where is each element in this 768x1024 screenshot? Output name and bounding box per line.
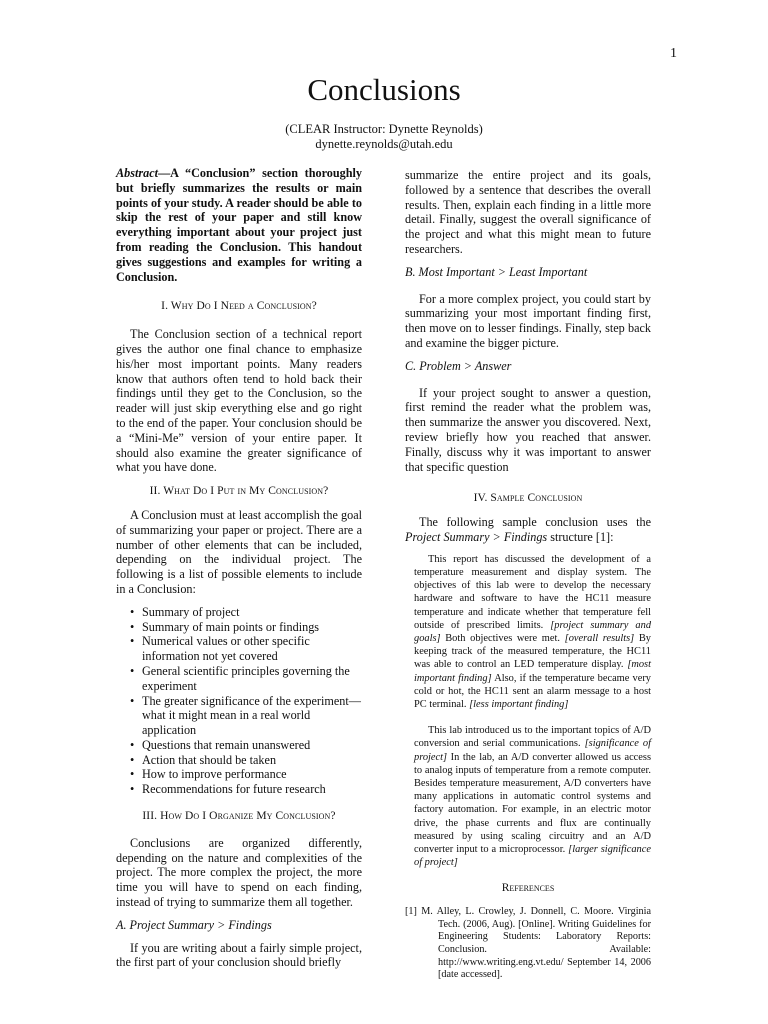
sample-annotation: [most important finding] — [414, 659, 651, 684]
subheading-a: A. Project Summary > Findings — [116, 917, 272, 932]
sample-annotation: [less important finding] — [469, 698, 569, 710]
sample-annotation: [significance of project] — [414, 738, 652, 763]
sample-text: Both objectives were met. — [440, 632, 565, 644]
sample-text: By keeping track of the measured temperature, the HC11 was able to control an LED temperature display. — [414, 632, 651, 671]
author-email: dynette.reynolds@utah.edu — [315, 137, 453, 151]
sample-annotation: [overall results] — [564, 632, 635, 644]
sample-intro-pre: The following sample conclusion uses the — [419, 515, 651, 530]
abstract-text: —A “Conclusion” section thoroughly but briefly summarizes the results or main points of your study. A reader should be able to skip the rest of your paper and still know everything important about your project just from reading the Conclusion. This handout gives suggestions and examples for writing a Conclusion. — [116, 166, 362, 284]
abstract-label: Abstract — [116, 166, 158, 180]
list-item: • Questions that remain unanswered — [142, 738, 362, 753]
sample-text: In the lab, an A/D converter allowed us access to analog inputs of temperature from a remote computer. Besides temperature measurement, A/D converters have many applications in automatic control systems and factory automation. For example, in an electric motor drive, the phase currents and flux are continually measured by using scaling circuitry and an A/D converter input to a microprocessor. — [414, 751, 651, 855]
list-item: • Summary of main points or findings — [142, 620, 362, 635]
list-item: • General scientific principles governing the experiment — [142, 664, 362, 694]
sample-annotation: [larger significance of project] — [414, 844, 651, 869]
subheading-b: B. Most Important > Least Important — [405, 264, 588, 279]
references-heading: References — [501, 882, 555, 895]
sample-paragraph-2 — [414, 724, 651, 869]
document-title: Conclusions — [307, 72, 461, 107]
subsection-b-text: For a more complex project, you could start by summarizing your most important finding first, then move on to lesser findings. Finally, step back and examine the bigger picture. — [405, 291, 651, 350]
reference-item: [1] M. Alley, L. Crowley, J. Donnell, C. Moore. Virginia Tech. (2006, Aug). [Online]. Writing Guidelines for Engineering Students: Laboratory Reports: Conclusion. Available: http://www.writing.eng.vt.edu/ September 14, 2006 [date accessed]. — [405, 906, 651, 981]
subsection-a-text-start: If you are writing about a fairly simple project, the first part of your conclusion should briefly — [116, 940, 362, 970]
section-3-text: Conclusions are organized differently, depending on the nature and complexities of the project. The more complex the project, the more time you will have to spend on each finding, instead of trying to summarize them all together. — [116, 835, 362, 910]
list-item: • Recommendations for future research — [142, 782, 362, 797]
section-heading-3: III. How Do I Organize My Conclusion? — [142, 810, 336, 823]
section-2-text: A Conclusion must at least accomplish the goal of summarizing your paper or project. There are a number of other elements that can be included, depending on the individual project. The following is a list of possible elements to include in a Conclusion: — [116, 507, 362, 596]
list-item: • Action that should be taken — [142, 753, 362, 768]
subsection-a-text-end: summarize the entire project and its goals, followed by a sentence that describes the overall results. Then, explain each finding in a little more detail. Finally, suggest the overall significance of the project and what this might mean to future researchers. — [405, 168, 651, 256]
sample-paragraph-1 — [414, 553, 651, 711]
section-1-text: The Conclusion section of a technical report gives the author one final chance to emphasize his/her most important points. Many readers know that authors often tend to hold back their findings until they get to the Conclusion, so the reader will just skip everything else and go right to the end of the paper. Your conclusion should be a “Mini-Me” version of your entire paper. It should also examine the greater significance of what you have done. — [116, 327, 362, 475]
section-heading-2: II. What Do I Put in My Conclusion? — [149, 485, 329, 498]
list-item: • Summary of project — [142, 605, 362, 620]
instructor-line: (CLEAR Instructor: Dynette Reynolds) — [285, 122, 483, 136]
elements-list — [116, 605, 362, 797]
subheading-c: C. Problem > Answer — [405, 358, 512, 373]
list-item: • The greater significance of the experiment—what it might mean in a real world application — [142, 694, 362, 738]
sample-intro-post: structure [1]: — [547, 529, 614, 544]
section-heading-1: I. Why Do I Need a Conclusion? — [161, 300, 317, 313]
left-column — [116, 166, 362, 970]
sample-text: This lab introduced us to the important topics of A/D conversion and serial communications. — [414, 725, 651, 750]
list-item: • Numerical values or other specific information not yet covered — [142, 634, 362, 664]
list-item: • How to improve performance — [142, 767, 362, 782]
right-column — [405, 168, 651, 982]
sample-intro — [405, 515, 651, 545]
sample-intro-structure: Project Summary > Findings — [405, 529, 548, 544]
page-number: 1 — [670, 46, 677, 61]
sample-annotation: [project summary and goals] — [414, 619, 652, 644]
sample-text: Also, if the temperature became very cold or hot, the HC11 sent an alarm message to a host PC terminal. — [414, 672, 651, 710]
byline — [0, 122, 768, 152]
abstract — [116, 166, 362, 284]
subsection-c-text: If your project sought to answer a question, first remind the reader what the problem was, then summarize the answer you discovered. Next, review briefly how you reached that answer. Finally, discuss why it was important to answer that specific question — [405, 385, 651, 474]
section-heading-4: IV. Sample Conclusion — [473, 492, 583, 505]
sample-text: This report has discussed the development of a temperature measurement and display system. The objectives of this lab were to develop the necessary hardware and software to have the HC11 measure temperature and indicate whether that temperature fell outside of prescribed limits. — [414, 553, 651, 631]
